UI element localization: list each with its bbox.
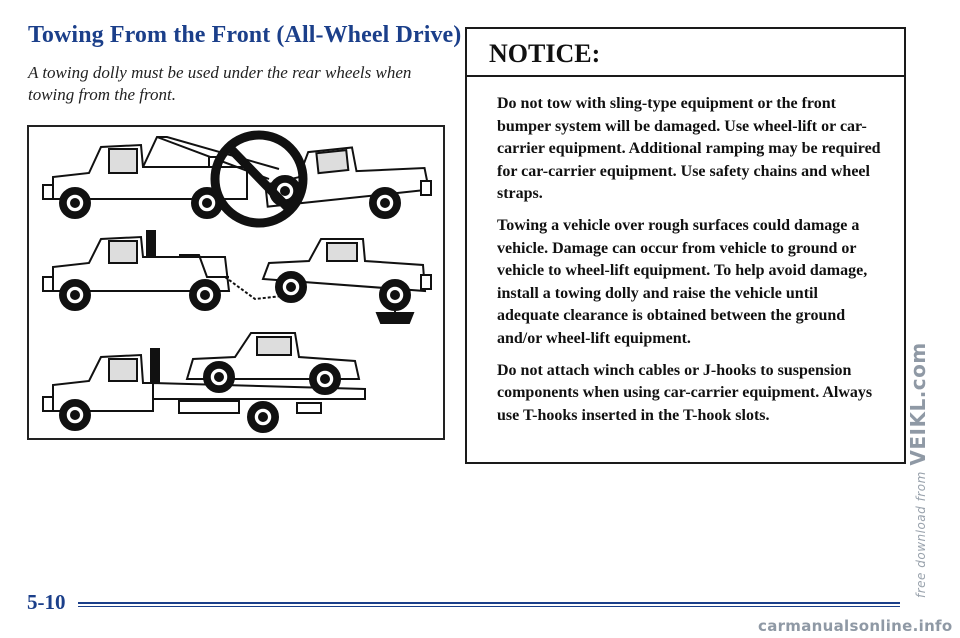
- notice-paragraph: Towing a vehicle over rough surfaces could damage a vehicle. Damage can occur from vehicle to ground or vehicle to wheel-lift equipment. To help avoid damage, install a towing dolly and raise the vehicle until adequate clearance is obtained between the ground and/or wheel-lift equipment.: [497, 216, 868, 347]
- bottom-watermark: carmanualsonline.info: [758, 617, 953, 635]
- towing-dolly-icon: [377, 311, 413, 323]
- footer-rule: [78, 602, 900, 607]
- notice-box: [465, 27, 906, 464]
- notice-body: [467, 77, 904, 427]
- side-watermark: [906, 342, 930, 598]
- towing-illustration: [27, 125, 445, 440]
- carried-pickup-icon: [187, 333, 359, 394]
- page-number: 5-10: [27, 590, 66, 614]
- sling-tow-truck-icon: [43, 137, 279, 218]
- wheel-lift-tow-truck-icon: [43, 231, 291, 310]
- intro-text: A towing dolly must be used under the rear wheels when towing from the front.: [28, 63, 412, 104]
- section-heading: Towing From the Front (All-Wheel Drive): [28, 22, 462, 48]
- notice-paragraph: Do not attach winch cables or J-hooks to suspension components when using car-carrier equipment. Always use T-hooks inserted in the T-hook slots.: [497, 361, 873, 424]
- watermark-small-text: free download from: [914, 471, 928, 598]
- notice-paragraph: Do not tow with sling-type equipment or the front bumper system will be damaged. Use wheel-lift or car-carrier equipment. Additional ramping may be required for car-carrier equipment. Use safety chains and wheel straps.: [497, 95, 881, 203]
- notice-title: NOTICE:: [467, 29, 904, 77]
- watermark-site-text: VEIKL.com: [906, 342, 930, 466]
- towed-pickup-dolly-icon: [263, 239, 431, 310]
